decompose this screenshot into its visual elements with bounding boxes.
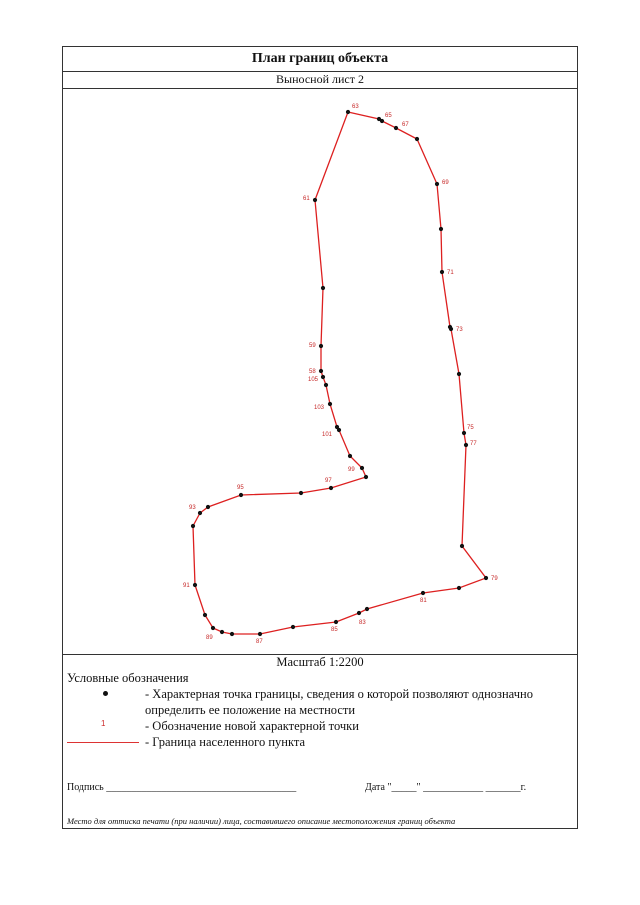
boundary-point (394, 126, 398, 130)
point-label: 99 (348, 467, 355, 473)
point-label: 87 (256, 639, 263, 645)
boundary-point (203, 613, 207, 617)
point-label: 101 (322, 432, 333, 438)
boundary-point (211, 626, 215, 630)
boundary-point (439, 227, 443, 231)
boundary-point (360, 466, 364, 470)
boundary-point (457, 372, 461, 376)
dot-icon (103, 691, 108, 696)
legend-item-text: - Обозначение новой характерной точки (145, 719, 359, 733)
point-label: 73 (456, 327, 463, 333)
boundary-point (365, 607, 369, 611)
point-label: 77 (470, 441, 477, 447)
point-label: 79 (491, 576, 498, 582)
point-label: 89 (206, 635, 213, 641)
point-label: 63 (352, 104, 359, 110)
boundary-point (291, 625, 295, 629)
boundary-map (63, 88, 577, 655)
boundary-point (313, 198, 317, 202)
boundary-point (198, 511, 202, 515)
boundary-point (258, 632, 262, 636)
point-label: 97 (325, 478, 332, 484)
point-label: 65 (385, 113, 392, 119)
legend-item-text: - Граница населенного пункта (145, 735, 306, 749)
settlement-boundary-line (193, 112, 486, 634)
point-label: 71 (447, 270, 454, 276)
boundary-point (299, 491, 303, 495)
boundary-point (319, 369, 323, 373)
boundary-point (346, 110, 350, 114)
boundary-point (319, 344, 323, 348)
boundary-point (364, 475, 368, 479)
red-line-icon (67, 742, 139, 743)
boundary-point (193, 583, 197, 587)
boundary-point (440, 270, 444, 274)
new-point-label: 1 (101, 719, 106, 728)
point-label: 85 (331, 627, 338, 633)
point-label: 83 (359, 620, 366, 626)
boundary-point (457, 586, 461, 590)
boundary-point (230, 632, 234, 636)
boundary-point (328, 402, 332, 406)
boundary-point (460, 544, 464, 548)
boundary-point (324, 383, 328, 387)
stamp-note: Место для оттиска печати (при наличии) лица, составившего описание местоположения границ объекта (67, 816, 456, 826)
map-scale: Масштаб 1:2200 (276, 655, 364, 669)
boundary-point (220, 630, 224, 634)
boundary-point (321, 375, 325, 379)
date-field[interactable]: Дата "_____" ____________ _______г. (365, 782, 527, 793)
boundary-point (239, 493, 243, 497)
boundary-point (191, 524, 195, 528)
boundary-point (464, 443, 468, 447)
point-label: 69 (442, 180, 449, 186)
boundary-point (462, 431, 466, 435)
boundary-point (335, 425, 339, 429)
point-label: 93 (189, 505, 196, 511)
boundary-plan-sheet (62, 46, 578, 829)
legend-title: Условные обозначения (67, 671, 189, 685)
point-label: 95 (237, 485, 244, 491)
boundary-point (206, 505, 210, 509)
point-label: 59 (309, 343, 316, 349)
boundary-point (357, 611, 361, 615)
boundary-map-svg (63, 88, 579, 654)
legend-item-text: - Характерная точка границы, сведения о которой позволяют однозначно определить ее положение на местности (145, 687, 533, 717)
boundary-point (334, 620, 338, 624)
sheet-subtitle: Выносной лист 2 (63, 71, 577, 89)
point-label: 91 (183, 583, 190, 589)
plan-title: План границ объекта (63, 47, 577, 72)
boundary-point (380, 119, 384, 123)
boundary-point (435, 182, 439, 186)
boundary-point (348, 454, 352, 458)
boundary-point (449, 327, 453, 331)
point-label: 67 (402, 122, 409, 128)
boundary-point (484, 576, 488, 580)
point-label: 105 (308, 377, 319, 383)
boundary-point (329, 486, 333, 490)
point-label: 103 (314, 405, 325, 411)
boundary-point (415, 137, 419, 141)
point-label: 75 (467, 425, 474, 431)
point-label: 81 (420, 598, 427, 604)
boundary-point (321, 286, 325, 290)
signature-field[interactable]: Подпись ______________________________________ (67, 782, 297, 793)
point-label: 61 (303, 196, 310, 202)
point-label: 58 (309, 369, 316, 375)
boundary-point (421, 591, 425, 595)
